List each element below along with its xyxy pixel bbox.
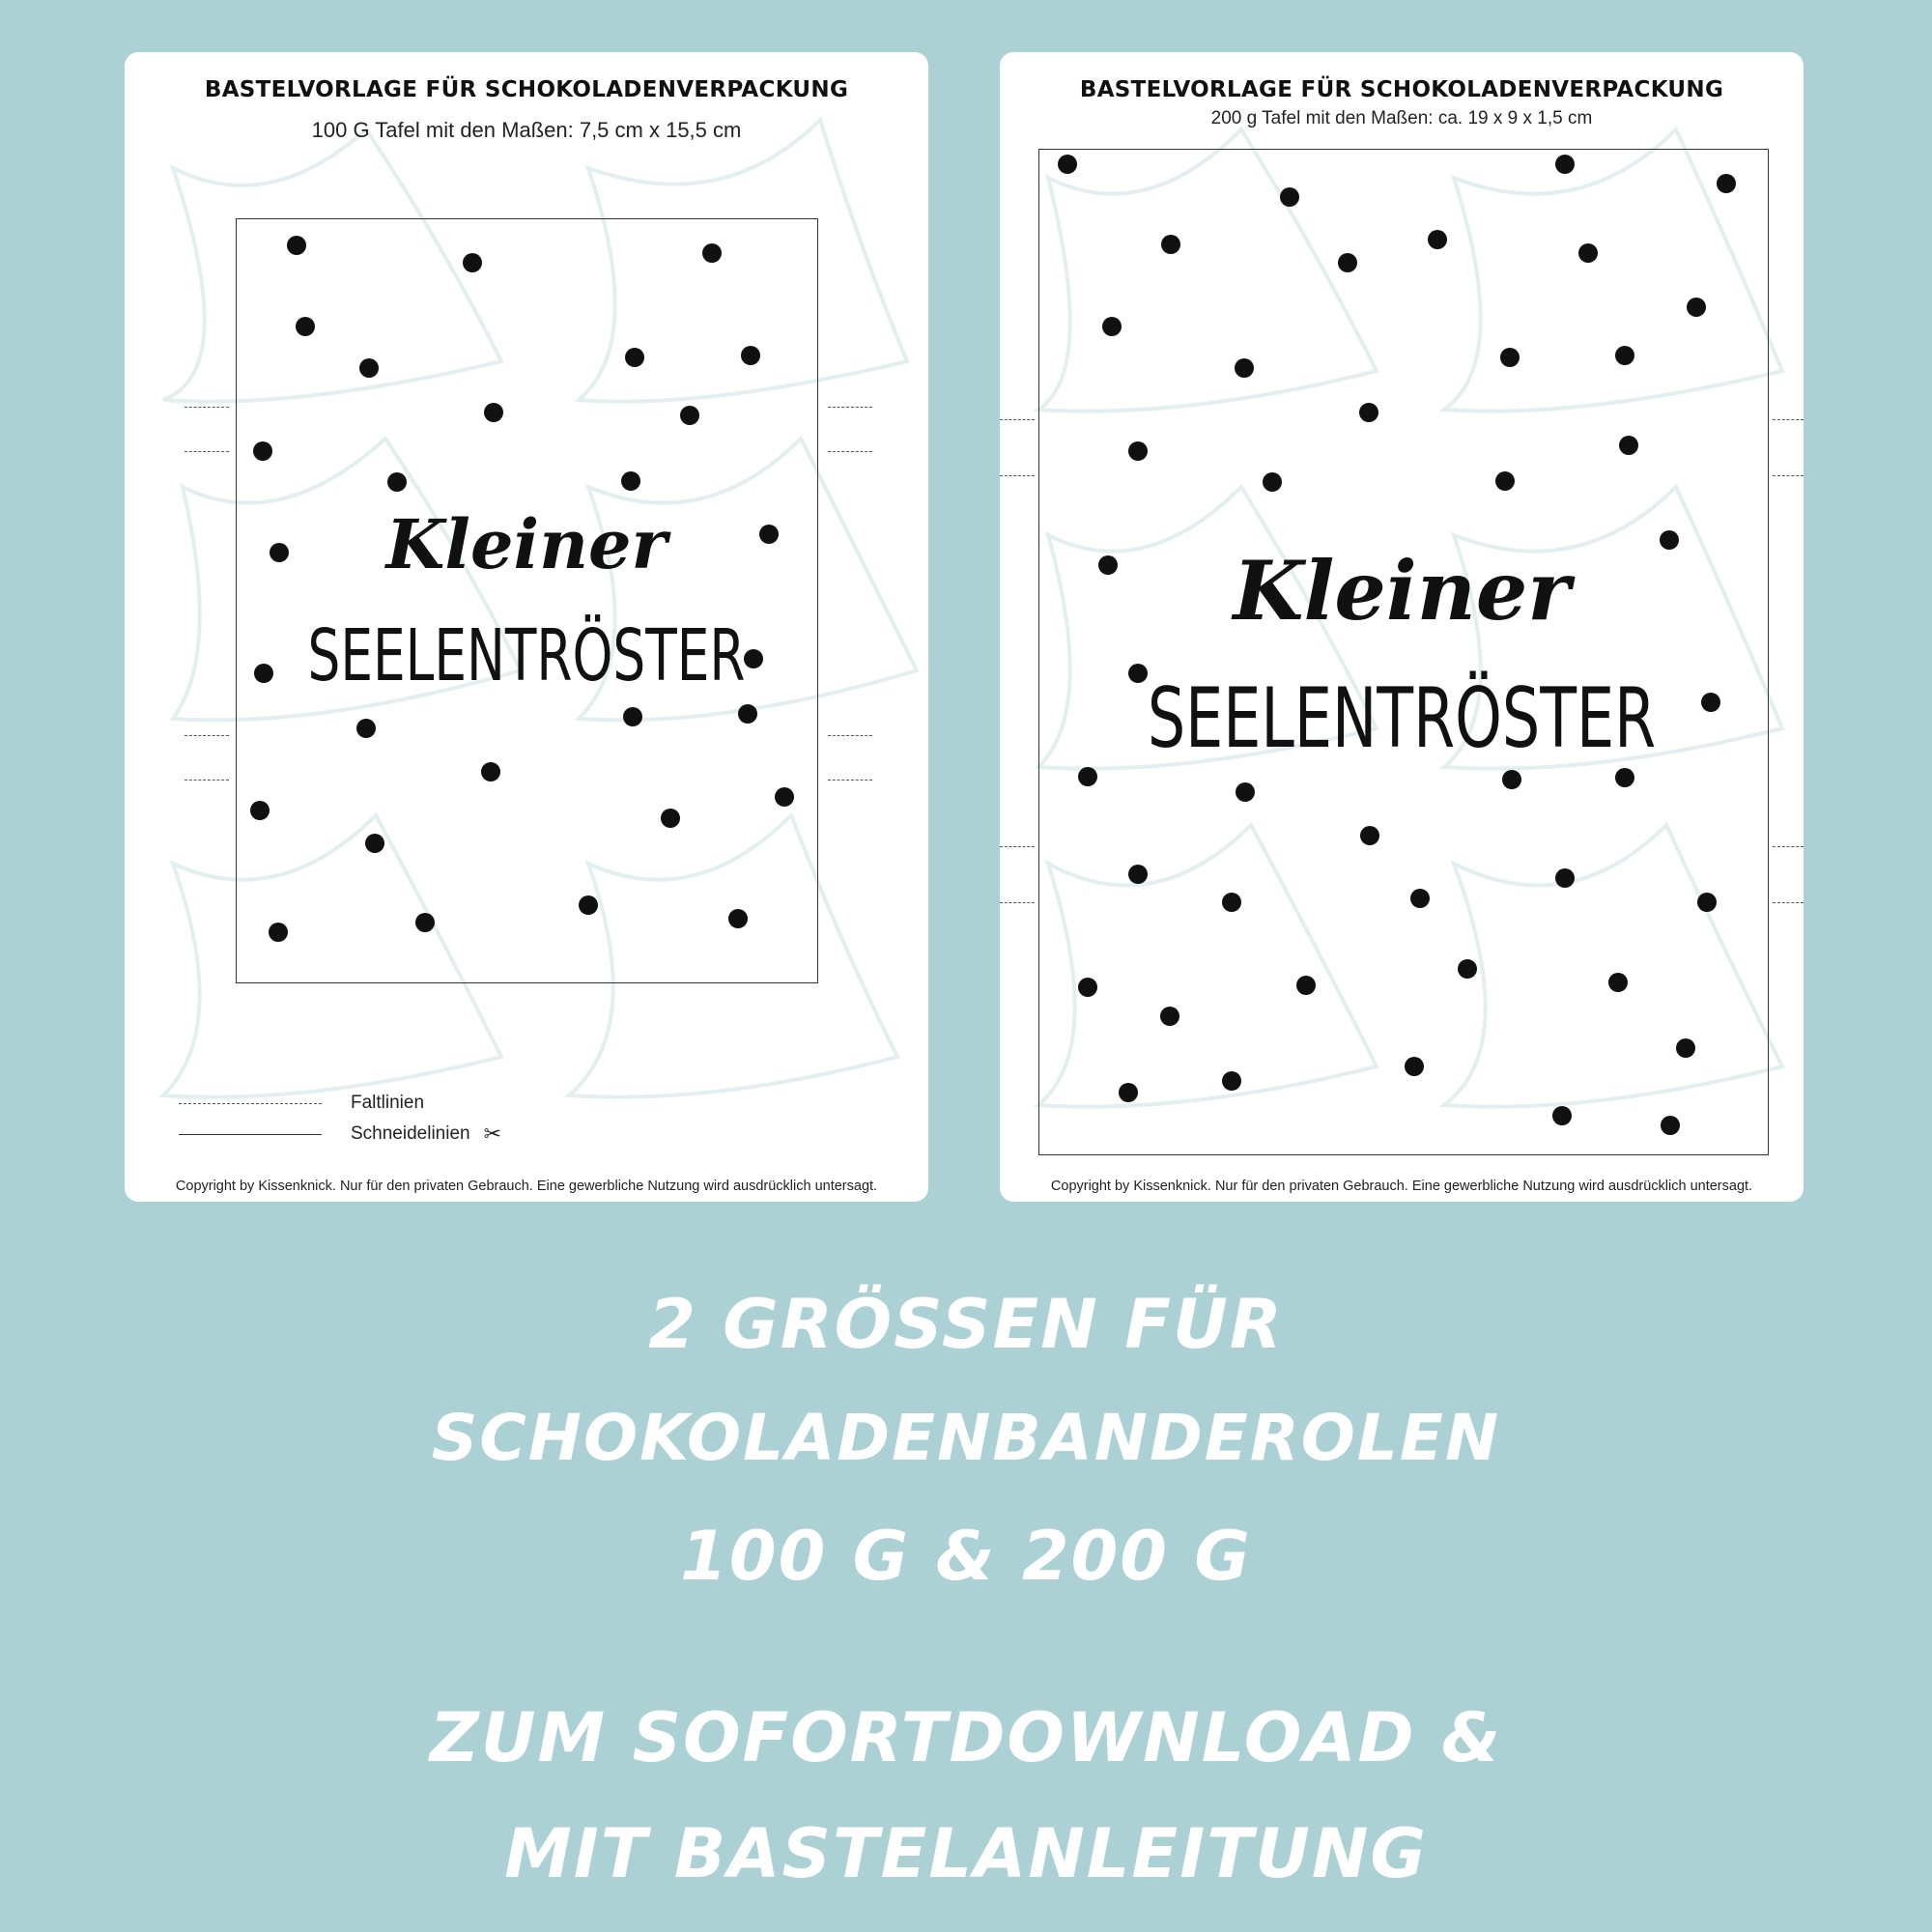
legend-fold-label: Faltlinien xyxy=(351,1093,425,1113)
sheet-title: BASTELVORLAGE FÜR SCHOKOLADENVERPACKUNG xyxy=(1079,77,1724,102)
sheet-title: BASTELVORLAGE FÜR SCHOKOLADENVERPACKUNG xyxy=(204,77,849,102)
headline-line-2: SCHOKOLADENBANDEROLEN xyxy=(431,1401,1501,1475)
legend-fold-row xyxy=(179,1088,501,1119)
scissors-icon: ✂ xyxy=(483,1122,502,1146)
headline-line-3: 100 G & 200 G xyxy=(680,1517,1252,1596)
copyright-note: Copyright by Kissenknick. Nur für den privaten Gebrauch. Eine gewerbliche Nutzung wird ausdrücklich untersagt. xyxy=(175,1179,878,1194)
template-sheet-100g xyxy=(125,52,928,1202)
headline-line-1: 2 GRÖSSEN FÜR xyxy=(648,1285,1284,1364)
line-legend xyxy=(179,1088,501,1150)
word-kleiner: Kleiner xyxy=(385,504,668,584)
cut-line-sample xyxy=(179,1134,322,1135)
headline-line-5: MIT BASTELANLEITUNG xyxy=(504,1814,1428,1893)
fold-line-sample xyxy=(179,1103,322,1104)
headline-line-4: ZUM SOFORTDOWNLOAD & xyxy=(429,1698,1503,1777)
sheet-subtitle: 100 G Tafel mit den Maßen: 7,5 cm x 15,5 cm xyxy=(311,118,742,142)
word-kleiner: Kleiner xyxy=(1233,543,1571,639)
sheet-subtitle: 200 g Tafel mit den Maßen: ca. 19 x 9 x 1,5 cm xyxy=(1210,108,1593,128)
legend-cut-row xyxy=(179,1119,501,1150)
template-sheet-200g xyxy=(1000,52,1804,1202)
word-seelentroester: SEELENTRÖSTER xyxy=(1147,670,1657,767)
copyright-note: Copyright by Kissenknick. Nur für den privaten Gebrauch. Eine gewerbliche Nutzung wird ausdrücklich untersagt. xyxy=(1050,1179,1753,1194)
legend-cut-label: Schneidelinien xyxy=(351,1123,470,1144)
word-seelentroester: SEELENTRÖSTER xyxy=(307,614,746,697)
